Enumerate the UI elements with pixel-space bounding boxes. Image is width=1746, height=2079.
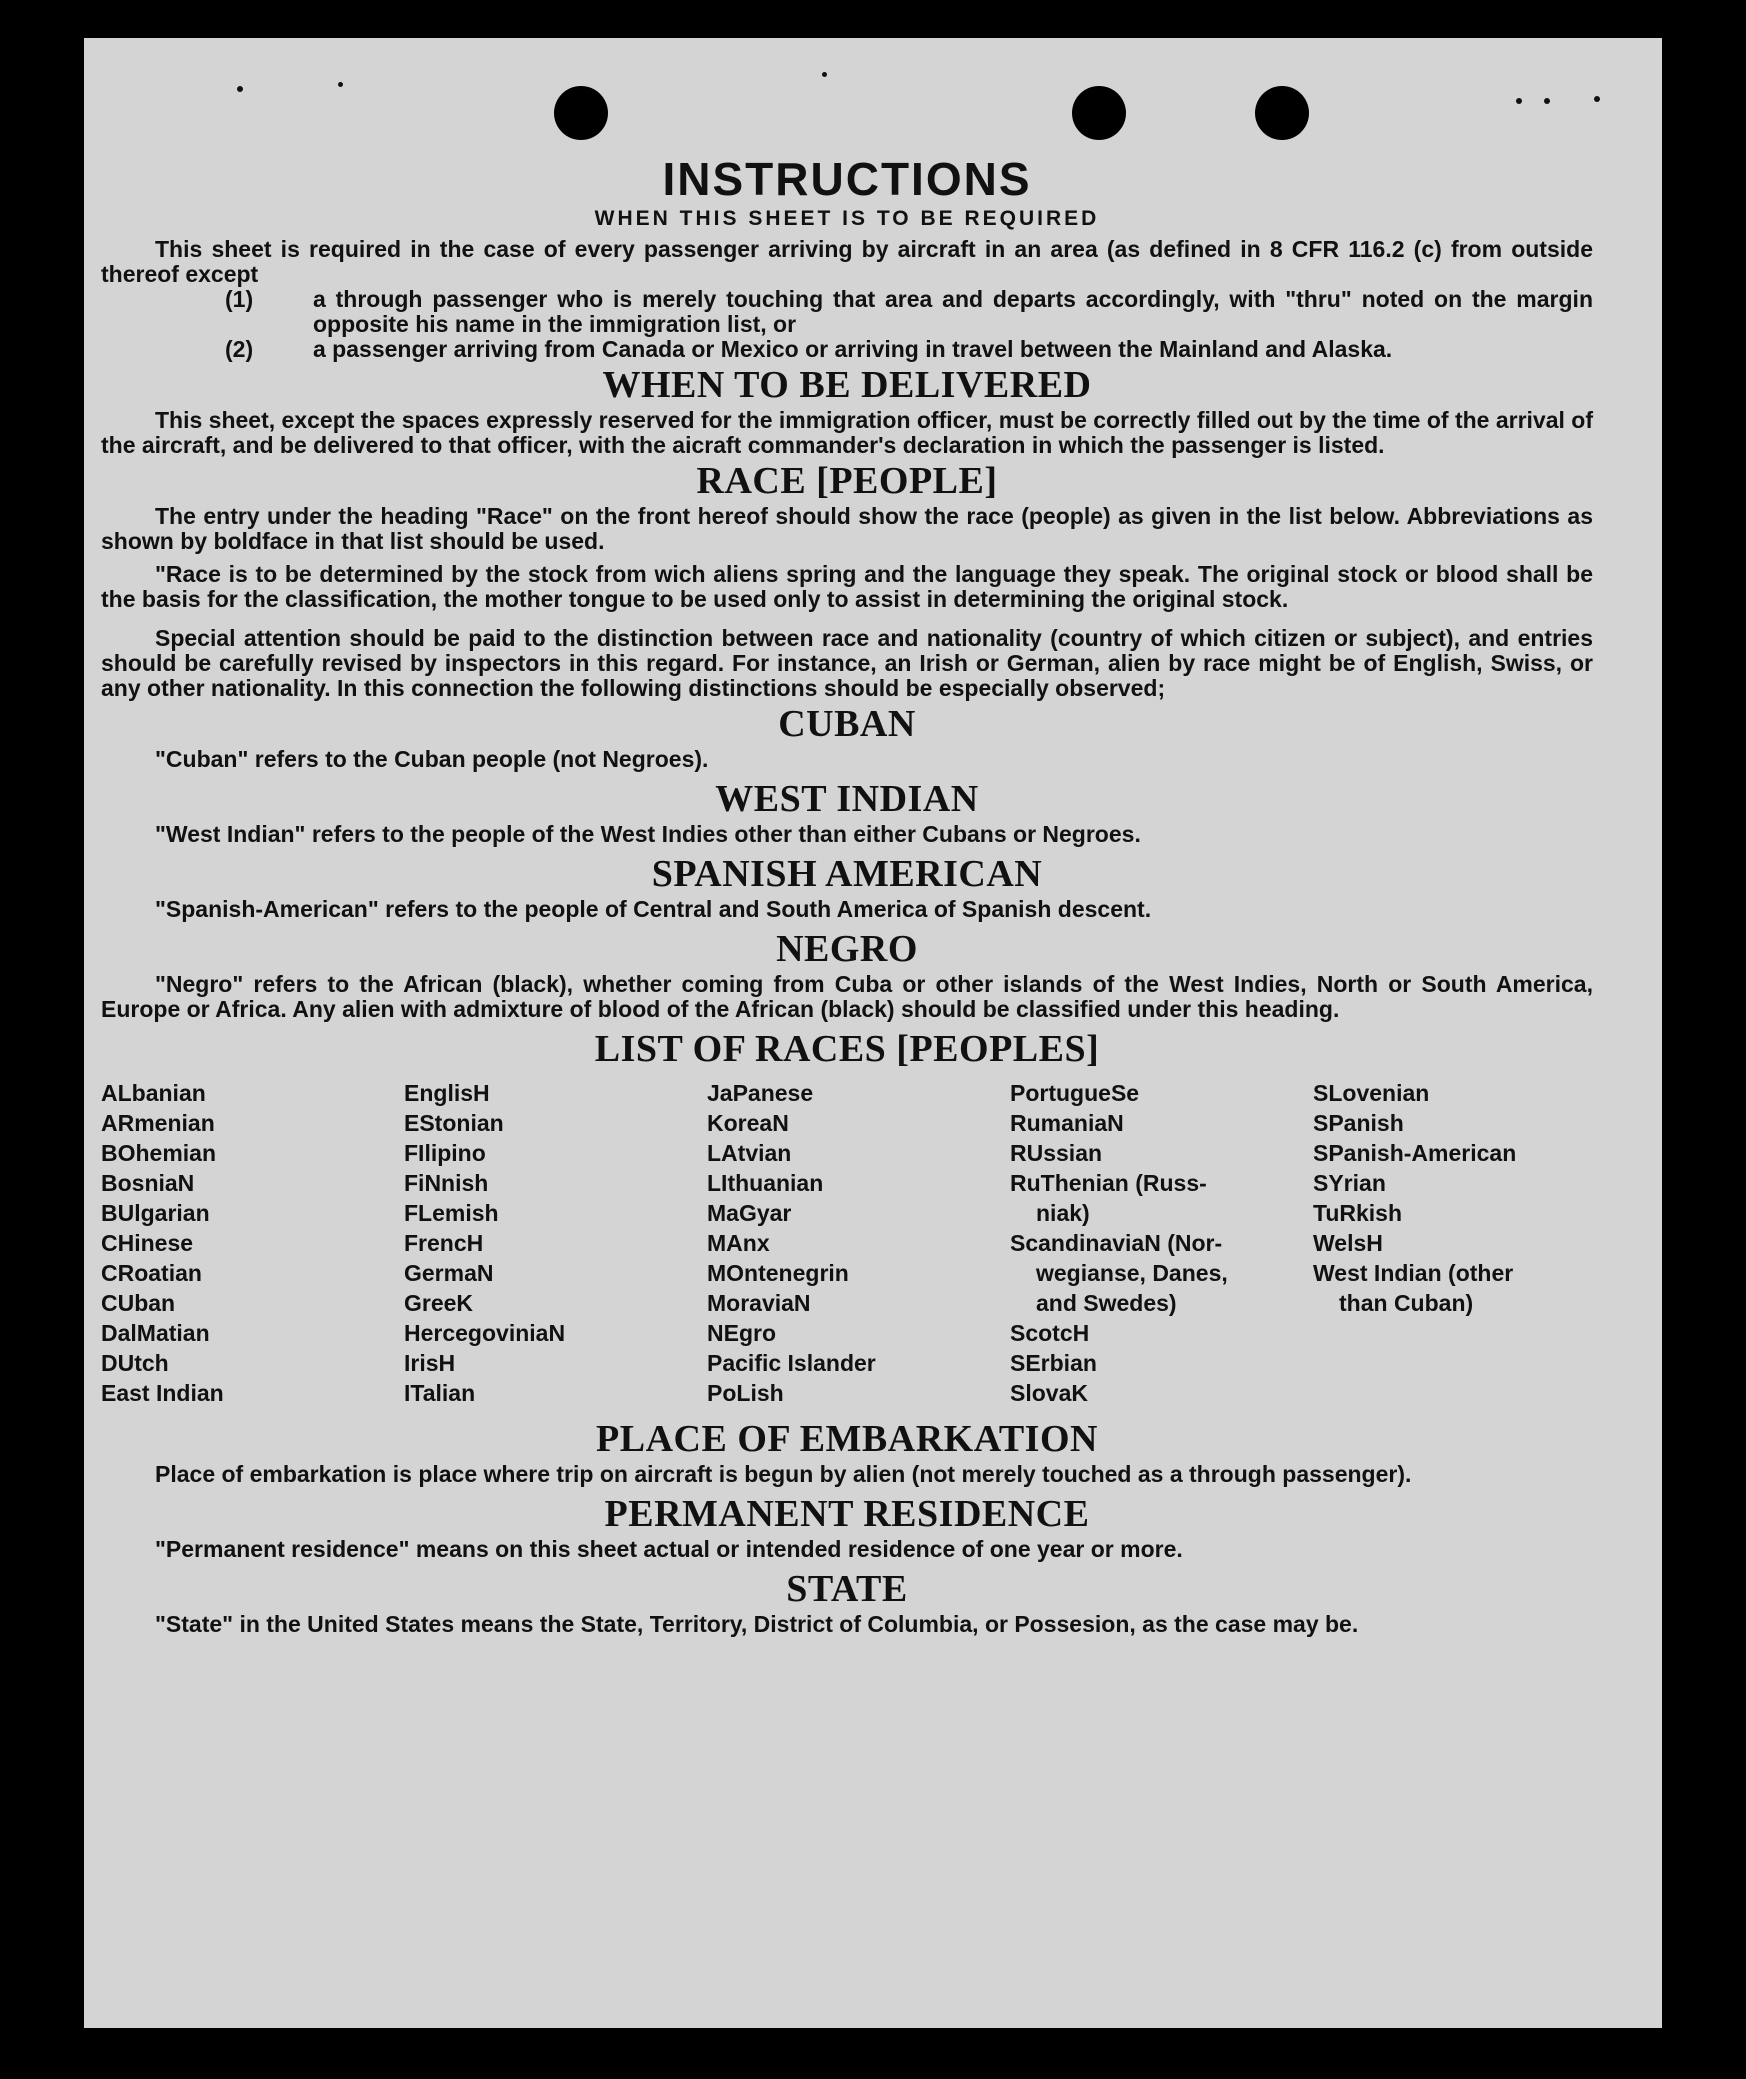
exception-text: a through passenger who is merely touching that area and departs accordingly, with "thru" noted on the margin opposite his name in the immigration list, or bbox=[313, 286, 1593, 337]
subtitle: WHEN THIS SHEET IS TO BE REQUIRED bbox=[594, 207, 1100, 230]
state-text: "State" in the United States means the State, Territory, District of Columbia, or Possesion, as the case may be. bbox=[155, 1611, 1359, 1637]
west-indian-text: "West Indian" refers to the people of the West Indies other than either Cubans or Negroes. bbox=[155, 821, 1141, 847]
race-entry: MOntenegrin bbox=[707, 1260, 849, 1286]
embarkation-text: Place of embarkation is place where trip on aircraft is begun by alien (not merely touched as a through passenger). bbox=[155, 1461, 1412, 1487]
cuban-heading: CUBAN bbox=[778, 703, 916, 745]
page-title: INSTRUCTIONS bbox=[662, 153, 1032, 205]
races-column bbox=[1313, 1078, 1593, 1408]
exception-number: (2) bbox=[225, 336, 254, 362]
punch-hole bbox=[1255, 86, 1309, 140]
race-entry: SErbian bbox=[1010, 1350, 1097, 1376]
race-entry: CRoatian bbox=[101, 1260, 202, 1286]
race-entry: DUtch bbox=[101, 1350, 169, 1376]
race-entry: WelsH bbox=[1313, 1230, 1383, 1256]
race-entry: KoreaN bbox=[707, 1110, 789, 1136]
race-text-1: The entry under the heading "Race" on the front hereof should show the race (people) as given in the list below. Abbreviations as shown by boldface in that list should be used. bbox=[101, 503, 1593, 554]
race-entry: IrisH bbox=[404, 1350, 456, 1376]
delivered-text: This sheet, except the spaces expressly reserved for the immigration officer, must be correctly filled out by the time of the arrival of the aircraft, and be delivered to that officer, with the aicraft commander's declaration in which the passenger is listed. bbox=[101, 407, 1593, 458]
residence-heading: PERMANENT RESIDENCE bbox=[604, 1493, 1090, 1535]
race-entry: BOhemian bbox=[101, 1140, 217, 1166]
race-entry: MAnx bbox=[707, 1230, 770, 1256]
races-list bbox=[101, 1078, 1593, 1408]
race-entry: ITalian bbox=[404, 1380, 476, 1406]
race-entry: SLovenian bbox=[1313, 1080, 1430, 1106]
race-entry: MoraviaN bbox=[707, 1290, 811, 1316]
race-entry: FIlipino bbox=[404, 1140, 486, 1166]
race-entry: LIthuanian bbox=[707, 1170, 824, 1196]
race-entry: SlovaK bbox=[1010, 1380, 1088, 1406]
race-entry: RuThenian (Russ- bbox=[1010, 1170, 1207, 1196]
negro-heading: NEGRO bbox=[776, 928, 918, 970]
race-entry: FiNnish bbox=[404, 1170, 489, 1196]
delivered-heading: WHEN TO BE DELIVERED bbox=[602, 364, 1092, 406]
race-entry: East Indian bbox=[101, 1380, 224, 1406]
race-entry: MaGyar bbox=[707, 1200, 792, 1226]
ink-speck bbox=[1516, 98, 1522, 104]
race-entry: CUban bbox=[101, 1290, 176, 1316]
race-entry: BUlgarian bbox=[101, 1200, 210, 1226]
state-heading: STATE bbox=[786, 1568, 908, 1610]
race-entry-continued: niak) bbox=[1036, 1200, 1090, 1226]
race-entry: ARmenian bbox=[101, 1110, 215, 1136]
race-entry: SPanish bbox=[1313, 1110, 1404, 1136]
races-column bbox=[404, 1078, 707, 1408]
race-entry: DalMatian bbox=[101, 1320, 210, 1346]
race-entry: SYrian bbox=[1313, 1170, 1386, 1196]
race-entry-continued: than Cuban) bbox=[1339, 1290, 1474, 1316]
spanish-american-heading: SPANISH AMERICAN bbox=[651, 853, 1043, 895]
spanish-american-text: "Spanish-American" refers to the people of Central and South America of Spanish descent. bbox=[155, 896, 1152, 922]
race-entry: PoLish bbox=[707, 1380, 784, 1406]
ink-speck bbox=[1594, 96, 1600, 102]
races-column bbox=[101, 1078, 404, 1408]
race-entry: Pacific Islander bbox=[707, 1350, 876, 1376]
race-entry: GreeK bbox=[404, 1290, 474, 1316]
race-entry: JaPanese bbox=[707, 1080, 814, 1106]
race-entry: ScandinaviaN (Nor- bbox=[1010, 1230, 1223, 1256]
races-column bbox=[1010, 1078, 1313, 1408]
ink-speck bbox=[822, 72, 827, 77]
race-entry: TuRkish bbox=[1313, 1200, 1403, 1226]
race-entry: HercegoviniaN bbox=[404, 1320, 566, 1346]
document-page bbox=[84, 38, 1662, 2028]
race-entry: ScotcH bbox=[1010, 1320, 1090, 1346]
embarkation-heading: PLACE OF EMBARKATION bbox=[596, 1418, 1098, 1460]
west-indian-heading: WEST INDIAN bbox=[715, 778, 979, 820]
punch-hole bbox=[554, 86, 608, 140]
exception-number: (1) bbox=[225, 286, 254, 312]
race-entry: FrencH bbox=[404, 1230, 484, 1256]
exception-item bbox=[225, 287, 1593, 337]
exception-text: a passenger arriving from Canada or Mexico or arriving in travel between the Mainland and Alaska. bbox=[313, 336, 1393, 362]
race-heading: RACE [PEOPLE] bbox=[696, 460, 998, 502]
race-entry: FLemish bbox=[404, 1200, 499, 1226]
race-entry: EnglisH bbox=[404, 1080, 490, 1106]
exception-item bbox=[225, 337, 1593, 362]
list-heading: LIST OF RACES [PEOPLES] bbox=[594, 1028, 1100, 1070]
race-entry: West Indian (other bbox=[1313, 1260, 1514, 1286]
race-text-3: Special attention should be paid to the distinction between race and nationality (country of which citizen or subject), and entries should be carefully revised by inspectors in this regard. For instance, an Irish or German, alien by race might be of English, Swiss, or any other nationality. In this connection the following distinctions should be especially observed; bbox=[101, 625, 1593, 701]
ink-speck bbox=[338, 82, 343, 87]
race-entry: EStonian bbox=[404, 1110, 504, 1136]
race-entry: ALbanian bbox=[101, 1080, 206, 1106]
required-intro: This sheet is required in the case of every passenger arriving by aircraft in an area (as defined in 8 CFR 116.2 (c) from outside thereof except bbox=[101, 236, 1593, 287]
cuban-text: "Cuban" refers to the Cuban people (not Negroes). bbox=[155, 746, 709, 772]
race-entry: LAtvian bbox=[707, 1140, 792, 1166]
race-entry: RUssian bbox=[1010, 1140, 1103, 1166]
race-entry-continued: wegianse, Danes, bbox=[1036, 1260, 1228, 1286]
race-entry: GermaN bbox=[404, 1260, 494, 1286]
race-entry: BosniaN bbox=[101, 1170, 195, 1196]
punch-hole bbox=[1072, 86, 1126, 140]
ink-speck bbox=[237, 86, 243, 92]
races-column bbox=[707, 1078, 1010, 1408]
race-entry: PortugueSe bbox=[1010, 1080, 1140, 1106]
race-entry: CHinese bbox=[101, 1230, 194, 1256]
negro-text: "Negro" refers to the African (black), whether coming from Cuba or other islands of the West Indies, North or South America, Europe or Africa. Any alien with admixture of blood of the African (black) should be classified under this heading. bbox=[101, 971, 1593, 1022]
race-entry: NEgro bbox=[707, 1320, 776, 1346]
race-text-2: "Race is to be determined by the stock from wich aliens spring and the language they speak. The original stock or blood shall be the basis for the classification, the mother tongue to be used only to assist in determining the original stock. bbox=[101, 561, 1593, 612]
ink-speck bbox=[1544, 98, 1550, 104]
residence-text: "Permanent residence" means on this sheet actual or intended residence of one year or more. bbox=[155, 1536, 1183, 1562]
race-entry: RumaniaN bbox=[1010, 1110, 1124, 1136]
race-entry-continued: and Swedes) bbox=[1036, 1290, 1177, 1316]
race-entry: SPanish-American bbox=[1313, 1140, 1517, 1166]
